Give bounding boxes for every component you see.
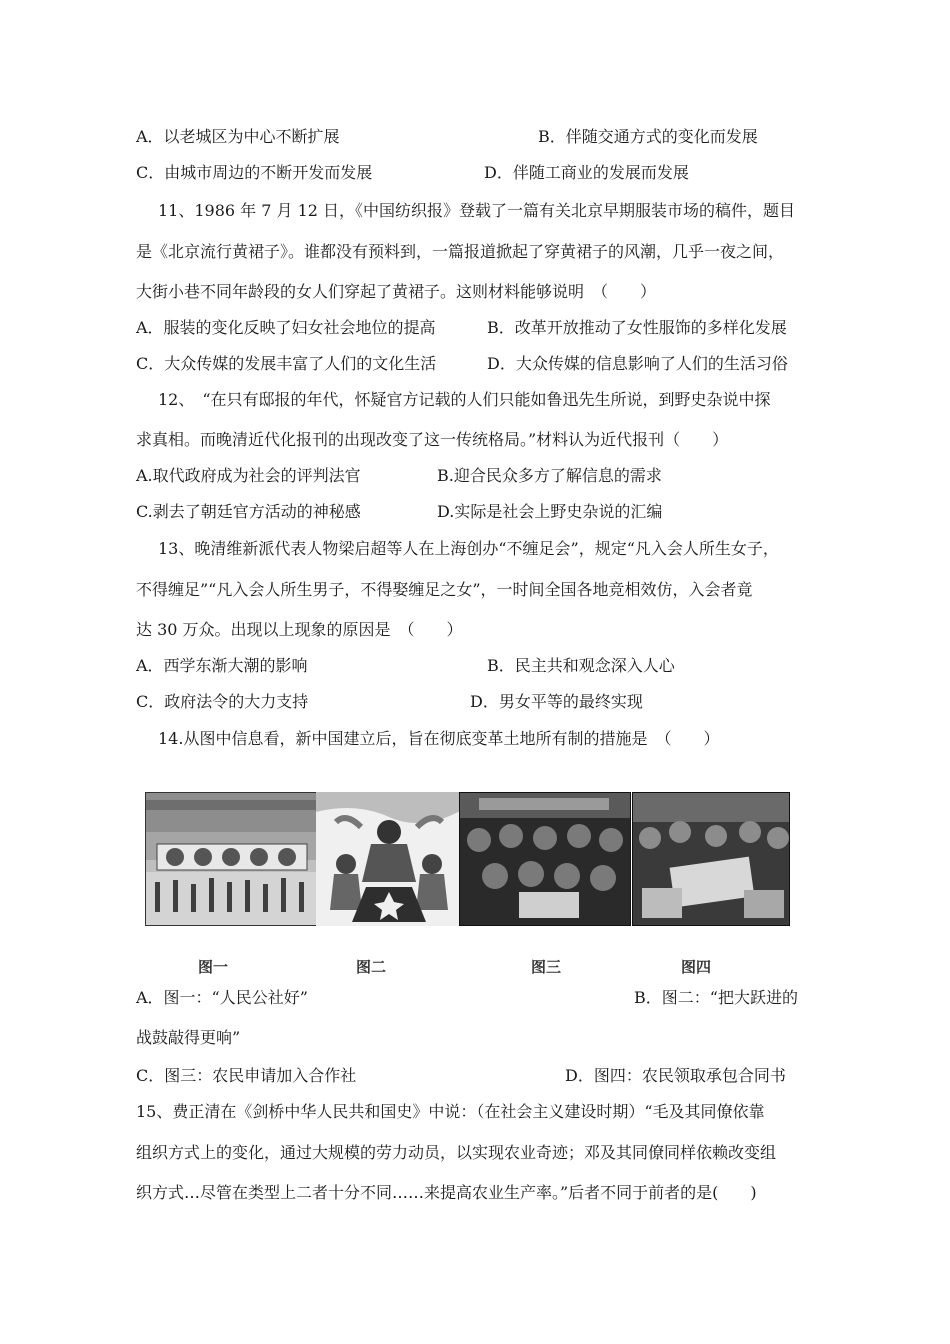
q13-option-a: A．西学东渐大潮的影响 <box>136 656 308 675</box>
q11-option-a: A．服装的变化反映了妇女社会地位的提高 <box>136 318 436 337</box>
figure-2-poster <box>316 792 462 926</box>
figure-1-photo <box>145 792 319 926</box>
q12-stem-line: 12、 “在只有邸报的年代，怀疑官方记载的人们只能如鲁迅先生所说，到野史杂说中探 <box>158 390 771 409</box>
q12-option-b: B.迎合民众多方了解信息的需求 <box>437 466 662 485</box>
q11-option-c: C．大众传媒的发展丰富了人们的文化生活 <box>136 354 437 373</box>
q13-option-d: D．男女平等的最终实现 <box>470 692 643 711</box>
q14-option-a: A．图一：“人民公社好” <box>136 988 308 1007</box>
q15-stem-line: 组织方式上的变化，通过大规模的劳力动员，以实现农业奇迹；邓及其同僚同样依赖改变组 <box>136 1143 777 1162</box>
q14-option-b-continued: 战鼓敲得更响” <box>136 1028 241 1047</box>
q10-option-b: B．伴随交通方式的变化而发展 <box>538 127 758 146</box>
q13-option-c: C．政府法令的大力支持 <box>136 692 309 711</box>
q11-option-b: B．改革开放推动了女性服饰的多样化发展 <box>487 318 787 337</box>
figure-4-photo <box>632 792 790 926</box>
figure-4-caption: 图四 <box>681 958 712 976</box>
q12-option-a: A.取代政府成为社会的评判法官 <box>136 466 361 485</box>
q15-stem-line: 织方式…尽管在类型上二者十分不同……来提高农业生产率。”后者不同于前者的是( ) <box>136 1183 757 1202</box>
figure-3-photo <box>459 792 631 926</box>
q13-stem-line: 不得缠足”“凡入会人所生男子，不得娶缠足之女”，一时间全国各地竞相效仿，入会者竟 <box>136 580 753 599</box>
q13-stem-line: 达 30 万众。出现以上现象的原因是 （ ） <box>136 620 463 639</box>
q13-stem-line: 13、晚清维新派代表人物梁启超等人在上海创办“不缠足会”，规定“凡入会人所生女子， <box>158 539 779 558</box>
q11-stem-line: 大街小巷不同年龄段的女人们穿起了黄裙子。这则材料能够说明 （ ） <box>136 282 657 301</box>
q10-option-d: D．伴随工商业的发展而发展 <box>484 163 689 182</box>
q12-option-c: C.剥去了朝廷官方活动的神秘感 <box>136 502 361 521</box>
q14-option-c: C．图三：农民申请加入合作社 <box>136 1066 357 1085</box>
q13-option-b: B．民主共和观念深入人心 <box>487 656 675 675</box>
q11-option-d: D．大众传媒的信息影响了人们的生活习俗 <box>487 354 788 373</box>
q12-option-d: D.实际是社会上野史杂说的汇编 <box>437 502 663 521</box>
figure-3-caption: 图三 <box>531 958 562 976</box>
q14-option-d: D．图四：农民领取承包合同书 <box>565 1066 786 1085</box>
figure-1-caption: 图一 <box>198 958 229 976</box>
q15-stem-line: 15、费正清在《剑桥中华人民共和国史》中说：（在社会主义建设时期）“毛及其同僚依靠 <box>136 1102 765 1121</box>
q14-stem: 14.从图中信息看，新中国建立后，旨在彻底变革土地所有制的措施是 （ ） <box>158 729 720 748</box>
q12-stem-line: 求真相。而晚清近代化报刊的出现改变了这一传统格局。”材料认为近代报刊（ ） <box>136 430 729 449</box>
q10-option-c: C．由城市周边的不断开发而发展 <box>136 163 373 182</box>
q14-figure-strip <box>145 792 790 926</box>
q11-stem-line: 11、1986 年 7 月 12 日，《中国纺织报》登载了一篇有关北京早期服装市场的稿件，题目 <box>158 201 796 220</box>
q11-stem-line: 是《北京流行黄裙子》。谁都没有预料到，一篇报道掀起了穿黄裙子的风潮，几乎一夜之间， <box>136 242 785 261</box>
q10-option-a: A．以老城区为中心不断扩展 <box>136 127 340 146</box>
figure-2-caption: 图二 <box>356 958 387 976</box>
q14-option-b: B．图二：“把大跃进的 <box>634 988 798 1007</box>
